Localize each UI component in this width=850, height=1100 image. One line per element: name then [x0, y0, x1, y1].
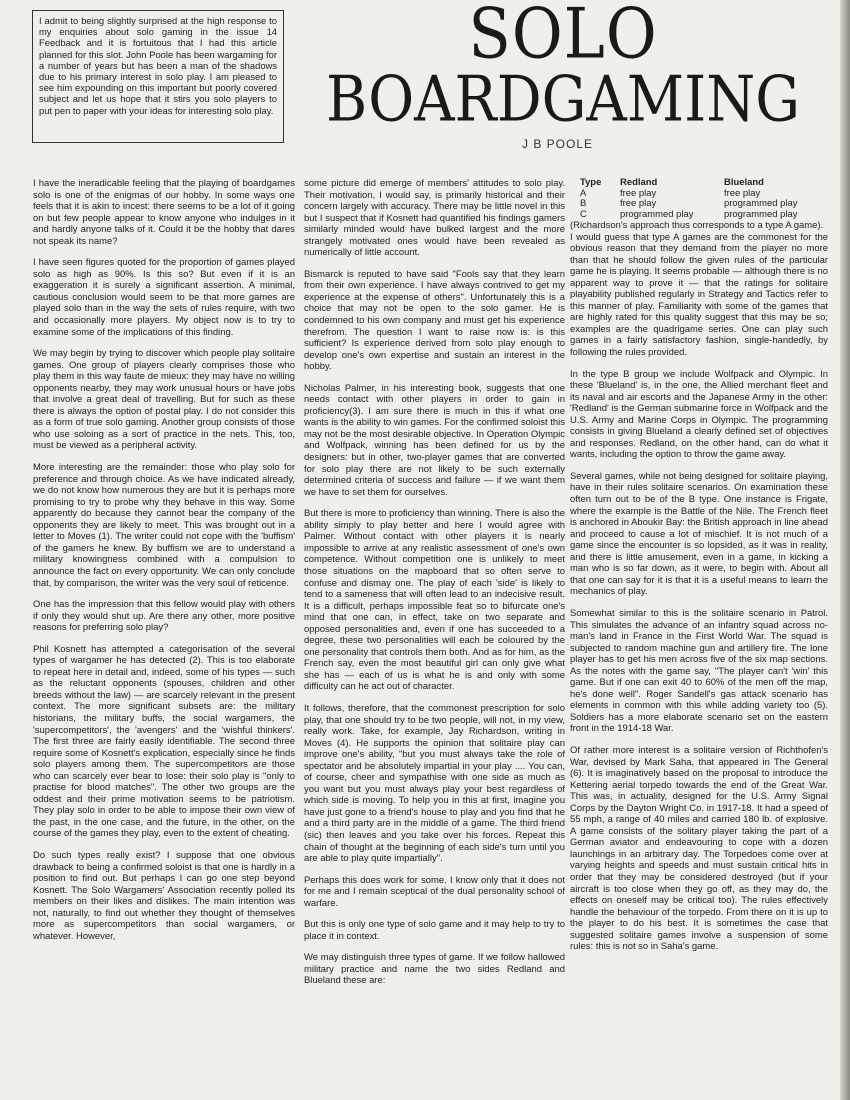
- paragraph: Bismarck is reputed to have said "Fools say that they learn from their own experience. I have always contrived to get my experience at the expense of others". Unfortunately this is a choice that may not be open to the solo gamer. He is condemned to his own company and must get his experience therefrom. The question I want to raise now is: is this sufficient? Is experience derived from solo play enough to develop one's own expertise and sustain an interest in the hobby.: [304, 268, 565, 373]
- paragraph: We may begin by trying to discover which people play solitaire games. One group of players clearly comprises those who play them in this way faute de mieux: they may have no willing opponents nearby, they may work unusual hours or have jobs that involve a great deal of travelling. But for such as these there is always the option of postal play. I do not consider this as a form of true solo gaming. Another group consists of those who use soloing as a sort of practice in the nets. This, too, must be viewed as a peripheral activity.: [33, 348, 295, 452]
- header-blueland: Blueland: [724, 177, 764, 188]
- paragraph: Do such types really exist? I suppose that one obvious drawback to being a confirmed soloist is that one is hardly in a position to find out. But perhaps I can go one step beyond Kosnett. The Solo Wargamers' Association recently polled its members on their likes and dislikes. The main intention was not, naturally, to find out whether they thought of themselves more as supercompetitors than social wargamers, or whatever. However,: [33, 849, 295, 942]
- blueland-cell: programmed play: [724, 198, 798, 209]
- table-row: [570, 210, 828, 221]
- game-types-table: [570, 178, 828, 220]
- paragraph: I would guess that type A games are the commonest for the obvious reason that they demand from the player no more than that he should follow the given rules of the particular game he is playing. It seems probable — although there is no apparent way to prove it — that the ratings for solitaire playability published regularly in Strategy and Tactics refer to this manner of play. Familiarity with some of the games that are highly rated for this quality suggest that this may be so; examples are the quadrigame series. One can play such games in a fairly satisfactory fashion, single-handedly, by following the rules provided.: [570, 231, 828, 359]
- column-3: [570, 178, 828, 953]
- paragraph: More interesting are the remainder: those who play solo for preference and through choice. As we have indicated already, we do not know how numerous they are but it is perhaps more promising to try to probe why they behave in this way. Some apparently do because they cannot bear the company of the opponents they are likely to meet. This was brought out in a letter to Moves (1). The writer could not cope with the 'buffism' of the gamers he knew. By buffism we are to understand a military knowingness combined with a compulsion to announce the fact on every opportunity. We can only conclude that, by comparison, the writer was the very soul of reticence.: [33, 462, 295, 589]
- header-redland: Redland: [620, 177, 658, 188]
- paragraph: In the type B group we include Wolfpack and Olympic. In these 'Blueland' is, in the one, the Allied merchant fleet and its naval and air escorts and the Japanese Army in the other: 'Redland' is the German submarine force in Wolfpack and the U.S. Army and Marine Corps in Olympic. The programming consists in giving Blueland a clearly defined set of objectives and responses. Redland, on the other hand, can do what it wants, including the option to throw the game away.: [570, 368, 828, 461]
- title-line-1: SOLO: [468, 0, 658, 75]
- redland-cell: free play: [620, 198, 657, 209]
- paragraph: Nicholas Palmer, in his interesting book, suggests that one needs contact with other players in order to gain in proficiency(3). I am sure there is much in this if what one wants is the ability to win games. For the confirmed soloist this may not be the most desirable objective. In Operation Olympic and Wolfpack, winning has been defined for us by the designers: but in other, two-player games that are converted for solo play there are not likely to be such externally determined criteria of success and failure — if we want them we have to set them for ourselves.: [304, 382, 565, 498]
- redland-cell: programmed play: [620, 208, 694, 220]
- paragraph: Of rather more interest is a solitaire version of Richthofen's War, devised by Mark Saha, that appeared in The General (6). It is imaginatively based on the proposal to introduce the Kettering aerial torpedo towards the end of the Great War. This was, in actuality, designed for the U.S. Army Signal Corps by the Dayton Wright Co. in 1917-18. It had a speed of 55 mph, a range of 40 miles and carried 180 lb. of explosive. A game consists of the solitary player taking the part of a German aviator and endeavouring to cope with a dozen launchings in an arbitrary day. The Torpedoes come over at varying heights and speeds and must sustain critical hits in order that they may be considered destroyed (but if your aircraft is too close when they go off, as they may do, the effects on oneself may be critical too). The rules effectively handle the behaviour of the torpedo. From there on it is up to the player to do his best. It is sometimes the case that suggested solitaire games involve a suspension of some rules: this is not so in Saha's game.: [570, 744, 828, 953]
- header-type: Type: [580, 177, 602, 188]
- paragraph: I have the ineradicable feeling that the playing of boardgames solo is one of the enigmas of our hobby. In some ways one feels that it is akin to incest: there seems to be a lot of it going on but few people appear to know anyone who indulges in it and hardly anyone talks of it. Could it be the hobby that dares not speak its name?: [33, 178, 295, 247]
- paragraph: It follows, therefore, that the commonest prescription for solo play, that one should try to be two people, will not, in my view, really work. Take, for example, Jay Richardson, writing in Moves (4). He supports the opinion that solitaire play can improve one's ability, "but you must always take the role of spectator and be absolutely impartial in your play .... You can, of course, cheer and sympathise with one side as much as you want but you must always play your best regardless of which side is moving. To help you in this at first, imagine you have just gone to a friend's house to play and you find that he and a third party are in the middle of a game. The third friend (sic) then leaves and you take over his forces. Repeat this chain of thought at the beginning of each side's turn until you are able to play quite impartially".: [304, 702, 565, 865]
- paragraph: We may distinguish three types of game. If we follow hallowed military practice and name the two sides Redland and Blueland these are:: [304, 952, 565, 987]
- page-edge-shadow: [840, 0, 850, 1100]
- paragraph: (Richardson's approach thus corresponds to a type A game).: [570, 220, 824, 231]
- table-row: [570, 199, 828, 210]
- editor-intro-box: I admit to being slightly surprised at the high response to my enquiries about solo gaming in the issue 14 Feedback and it is fortuitous that I had this article planned for this slot. John Poole has been wargaming for a number of years but has been a man of the shadows due to his primary interest in solo play. I am pleased to see him expounding on this important but poorly covered subject and let us hope that it stirs you solo players to put pen to paper with your ideas for interesting solo play.: [32, 10, 284, 143]
- article-title: [298, 0, 828, 137]
- table-header-row: [570, 178, 828, 189]
- column-1: [33, 178, 295, 942]
- type-cell: C: [580, 208, 587, 220]
- paragraph: Somewhat similar to this is the solitaire scenario in Patrol. This simulates the advance of an infantry squad across no-man's land in France in the First World War. The squad is subjected to random machine gun and artillery fire. The lone player has to get his men across five of the six map sections. As the notes with the game say, "The player can't 'win' this game. But if one can exit 40 to 60% of the men off the map, he's done well". Roger Sandell's gas attack scenario has elements in common with this while adding variety too (5). Soldiers has a more elaborate scenario set on the eastern front in the 1914-18 War.: [570, 607, 828, 735]
- paragraph: I have seen figures quoted for the proportion of games played solo as high as 90%. Is this so? But even if it is an exaggeration it is surely a significant assertion. A minimal, cautious conclusion would seem to be that more games are played solo than in the way the sets of rules require, with two and occasionally more players. My object now is to try to examine some of the implications of this finding.: [33, 257, 295, 338]
- title-line-2: BOARDGAMING: [326, 63, 800, 137]
- blueland-cell: programmed play: [724, 208, 798, 220]
- blueland-cell: free play: [724, 187, 761, 199]
- redland-cell: free play: [620, 187, 657, 199]
- byline: J B POOLE: [522, 137, 594, 151]
- type-cell: A: [580, 187, 587, 199]
- paragraph: Perhaps this does work for some. I know only that it does not for me and I remain sceptical of the dual personality school of warfare.: [304, 874, 565, 909]
- paragraph: Phil Kosnett has attempted a categorisation of the several types of wargamer he has detected (2). This is too elaborate to repeat here in detail and, indeed, some of his types — such as the reluctant opponents (spouses, children and other breeds without the law) — are scarcely relevant in the present context. The more significant subsets are: the military historians, the military buffs, the social wargamers, the 'supercompetitors', the 'avengers' and the 'wishful thinkers'. The first three are fairly easily identifiable. The second three require some of Kosnett's explication, especially since he finds solo players among them. The supercompetitors are those who can scarcely ever bear to lose: their solo play is "only to practise for blood matches". The other two groups are the oddest and their prime motivation seems to be patriotism. They play solo in order to be able to impose their own view of the past, in the one case, and the future, in the other, on the course of the games they play, even to the extent of cheating.: [33, 643, 295, 840]
- type-cell: B: [580, 198, 587, 209]
- paragraph: some picture did emerge of members' attitudes to solo play. Their motivation, I would say, is primarily historical and their concern largely with accuracy. There may be little novel in this but I suspect that if Kosnett had quantified his findings gamers similarly minded would have bulked largest and the more strangely motivated ones would have been revealed as numerically of little account.: [304, 178, 565, 259]
- paragraph: One has the impression that this fellow would play with others if only they would shut up. Are there any other, more positive reasons for preferring solo play?: [33, 599, 295, 634]
- paragraph: But this is only one type of solo game and it may help to try to place it in context.: [304, 919, 565, 942]
- paragraph: But there is more to proficiency than winning. There is also the ability simply to play better and here I would agree with Palmer. Without contact with other players it is nearly impossible to arrive at any realistic assessment of one's own competence. Without competition one is unlikely to meet those situations on the mapboard that so often serve to confuse and dismay one. The play of each 'side' is likely to tend to a sameness that will often lead to an indecisive result. It is a difficult, perhaps impossible feat so to bifurcate one's mind that one can, in effect, take on two separate and opposed personalities and, even if one has succeeded to a degree, these two personalities will each be coloured by the one personality that controls them both. And as for him, as the French say, even the most beautiful girl can only give what she has — each of us is what he is and only with some difficulty can he act out of character.: [304, 508, 565, 693]
- paragraph: Several games, while not being designed for solitaire playing, have in their rules solitaire scenarios. On examination these often turn out to be of the B type. One instance is Frigate, where the example is the Battle of the Nile. The French fleet is anchored in Aboukir Bay: the British approach in line ahead and proceed to cause a lot of mischief. It is not much of a game since the encounter is so lopsided, as it was in reality, and there is little amusement, even in a game, in kicking a man who is so far down, as it were, to begin with. About all that one can say for it is that it is a useful means to learn the mechanics of play.: [570, 470, 828, 598]
- column-2: [304, 178, 565, 987]
